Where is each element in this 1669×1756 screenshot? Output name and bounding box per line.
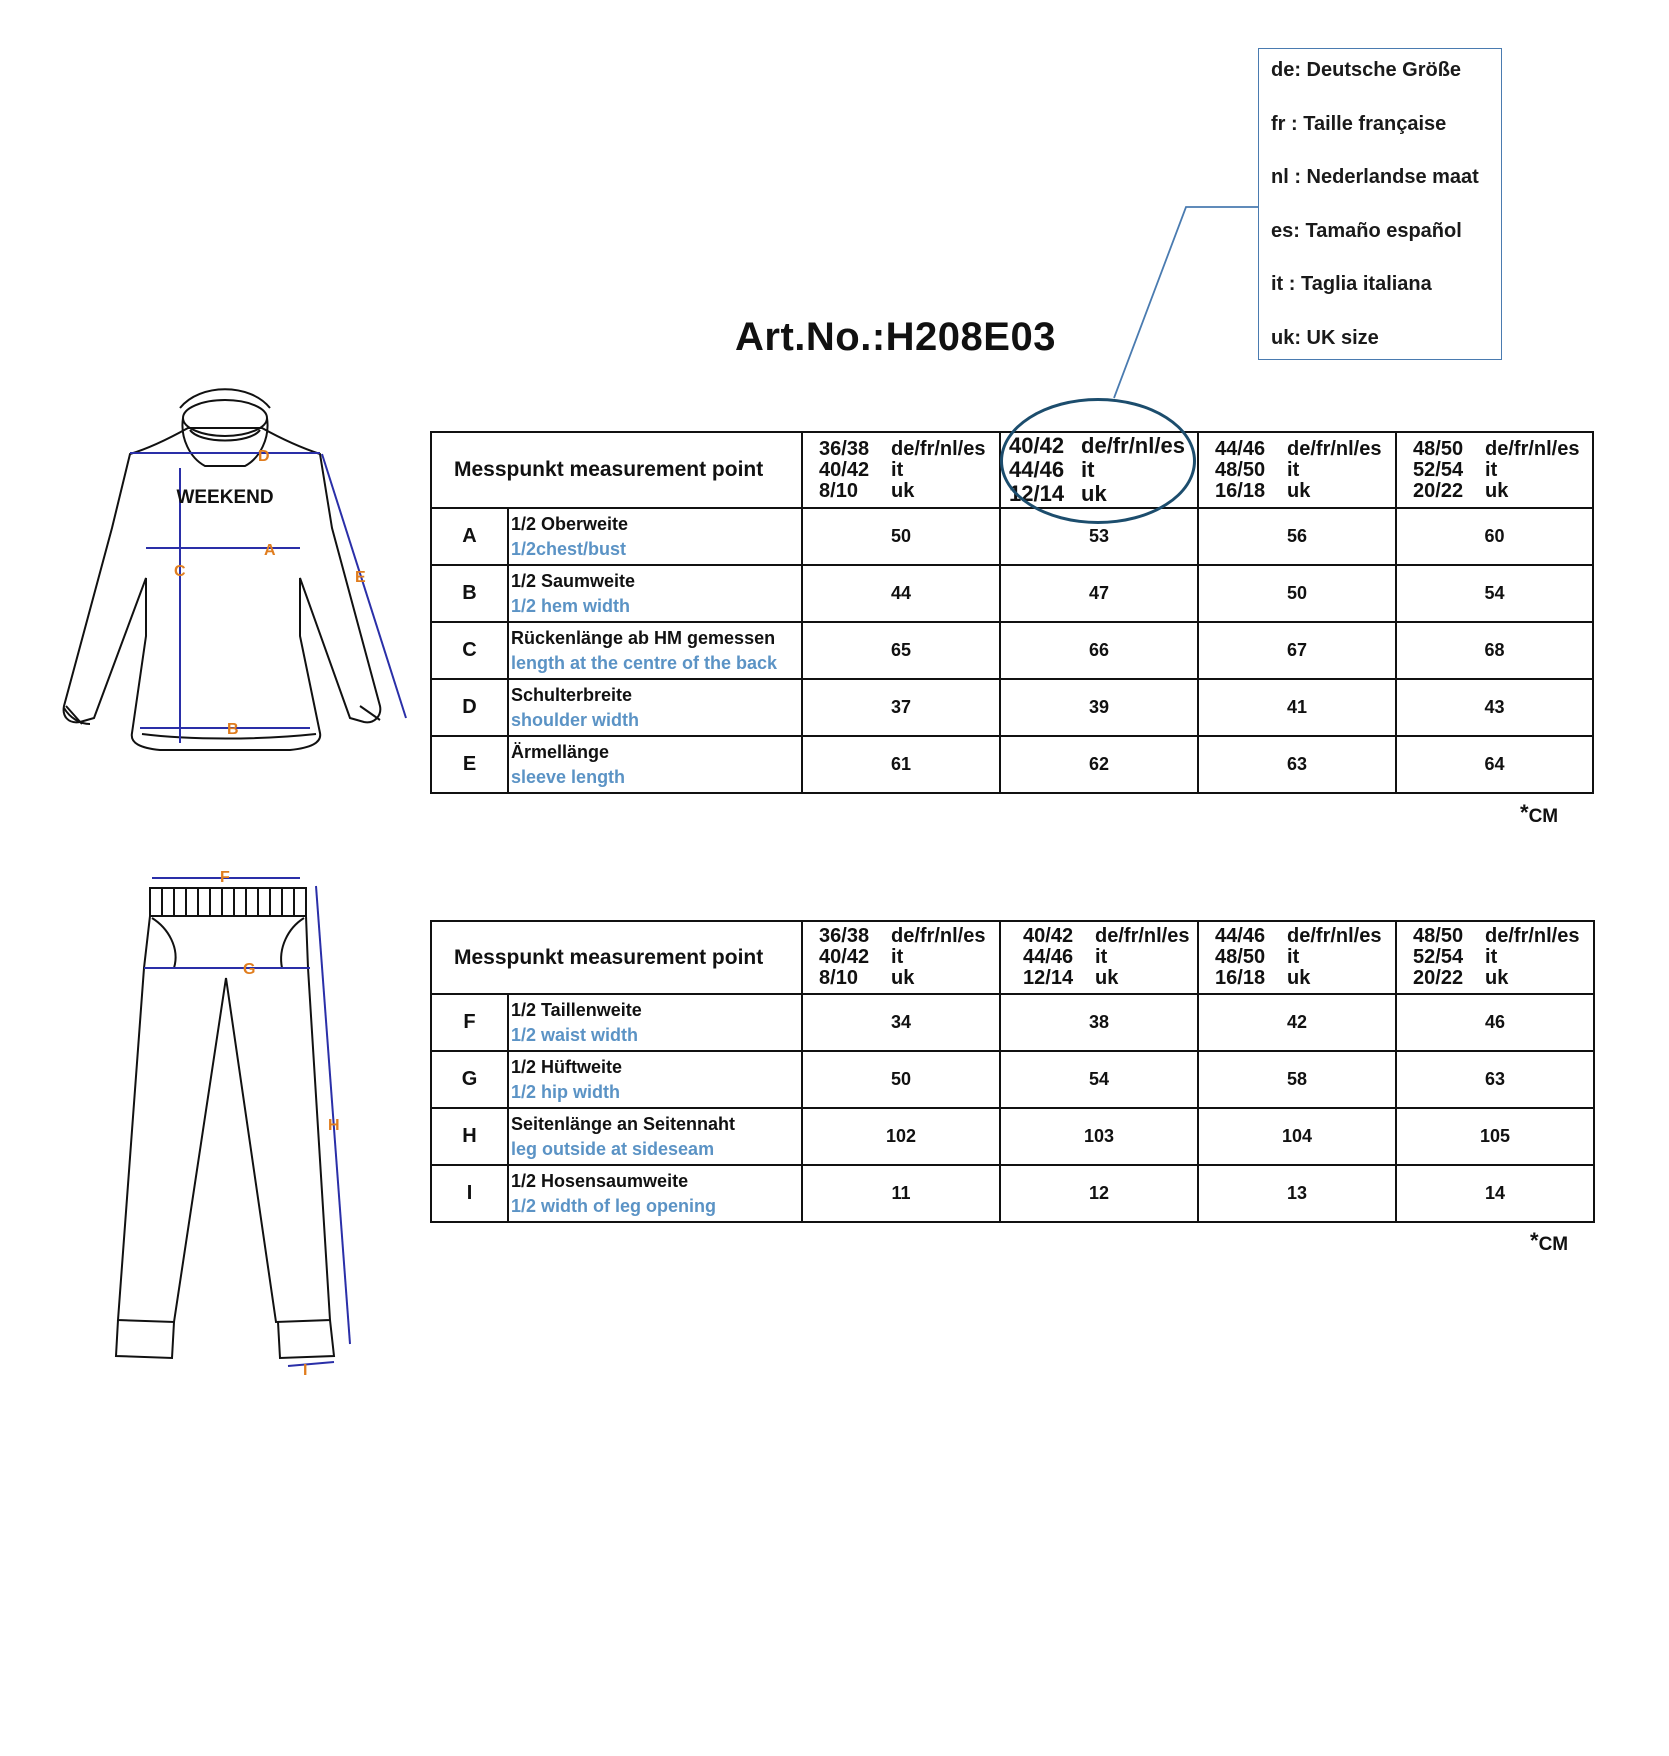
row-description: Rückenlänge ab HM gemessen length at the centre of the back	[508, 622, 802, 679]
legend-item-fr: fr : Taille française	[1271, 112, 1447, 135]
value-cell: 62	[1000, 736, 1198, 793]
row-letter: B	[431, 565, 508, 622]
value-cell: 63	[1198, 736, 1396, 793]
header-measurement-point: Messpunkt measurement point	[431, 432, 802, 508]
table-row	[431, 736, 1593, 793]
value-cell: 41	[1198, 679, 1396, 736]
size-column-header: 48/50 de/fr/nl/es 52/54 it 20/22 uk	[1396, 432, 1593, 508]
pants-illustration	[100, 868, 380, 1388]
value-cell: 104	[1198, 1108, 1396, 1165]
bottom-size-table	[430, 920, 1595, 1223]
table-row	[431, 622, 1593, 679]
size-column-header: 36/38 de/fr/nl/es 40/42 it 8/10 uk	[802, 432, 1000, 508]
legend-item-nl: nl : Nederlandse maat	[1271, 166, 1479, 188]
row-letter: C	[431, 622, 508, 679]
legend-item-es: es: Tamaño español	[1271, 219, 1462, 242]
row-description: Seitenlänge an Seitennaht leg outside at sideseam	[508, 1108, 802, 1165]
value-cell: 102	[802, 1108, 1000, 1165]
row-letter: F	[431, 994, 508, 1051]
value-cell: 56	[1198, 508, 1396, 565]
header-measurement-point: Messpunkt measurement point	[431, 921, 802, 994]
article-number-title: Art.No.:H208E03	[735, 315, 1056, 359]
table-row	[431, 994, 1594, 1051]
value-cell: 47	[1000, 565, 1198, 622]
row-letter: D	[431, 679, 508, 736]
size-column-header: 44/46 de/fr/nl/es 48/50 it 16/18 uk	[1198, 921, 1396, 994]
value-cell: 38	[1000, 994, 1198, 1051]
size-column-header: 36/38 de/fr/nl/es 40/42 it 8/10 uk	[802, 921, 1000, 994]
value-cell: 103	[1000, 1108, 1198, 1165]
point-label-g: G	[243, 961, 256, 978]
table-row	[431, 508, 1593, 565]
value-cell: 46	[1396, 994, 1594, 1051]
row-letter: G	[431, 1051, 508, 1108]
row-letter: I	[431, 1165, 508, 1222]
value-cell: 44	[802, 565, 1000, 622]
size-column-header-highlighted: 40/42 de/fr/nl/es 44/46 it 12/14 uk	[1000, 432, 1198, 508]
value-cell: 50	[1198, 565, 1396, 622]
value-cell: 14	[1396, 1165, 1594, 1222]
value-cell: 13	[1198, 1165, 1396, 1222]
sweater-wordmark: WEEKEND	[176, 487, 274, 508]
table-header-row	[431, 921, 1594, 994]
value-cell: 53	[1000, 508, 1198, 565]
legend-item-uk: uk: UK size	[1271, 326, 1379, 349]
point-label-e: E	[355, 569, 366, 586]
value-cell: 68	[1396, 622, 1593, 679]
value-cell: 63	[1396, 1051, 1594, 1108]
point-label-i: I	[303, 1362, 308, 1379]
legend-item-it: it : Taglia italiana	[1271, 273, 1432, 295]
row-letter: E	[431, 736, 508, 793]
value-cell: 58	[1198, 1051, 1396, 1108]
value-cell: 12	[1000, 1165, 1198, 1222]
point-label-d: D	[258, 448, 270, 465]
size-column-header: 48/50 de/fr/nl/es 52/54 it 20/22 uk	[1396, 921, 1594, 994]
value-cell: 54	[1396, 565, 1593, 622]
row-description: Ärmellänge sleeve length	[508, 736, 802, 793]
value-cell: 34	[802, 994, 1000, 1051]
unit-label-bottom: *CM	[1530, 1228, 1569, 1255]
point-label-b: B	[227, 721, 239, 738]
row-letter: A	[431, 508, 508, 565]
row-description: 1/2 Oberweite 1/2chest/bust	[508, 508, 802, 565]
value-cell: 105	[1396, 1108, 1594, 1165]
value-cell: 66	[1000, 622, 1198, 679]
value-cell: 39	[1000, 679, 1198, 736]
point-label-h: H	[328, 1117, 340, 1134]
value-cell: 67	[1198, 622, 1396, 679]
row-description: Schulterbreite shoulder width	[508, 679, 802, 736]
table-row	[431, 1051, 1594, 1108]
value-cell: 43	[1396, 679, 1593, 736]
row-description: 1/2 Taillenweite 1/2 waist width	[508, 994, 802, 1051]
value-cell: 50	[802, 1051, 1000, 1108]
unit-label-top: *CM	[1520, 800, 1559, 827]
row-description: 1/2 Hosensaumweite 1/2 width of leg opening	[508, 1165, 802, 1222]
top-size-table	[430, 431, 1594, 794]
table-row	[431, 1165, 1594, 1222]
value-cell: 50	[802, 508, 1000, 565]
table-row	[431, 1108, 1594, 1165]
row-description: 1/2 Saumweite 1/2 hem width	[508, 565, 802, 622]
row-letter: H	[431, 1108, 508, 1165]
row-description: 1/2 Hüftweite 1/2 hip width	[508, 1051, 802, 1108]
point-label-f: F	[220, 869, 230, 886]
table-row	[431, 679, 1593, 736]
size-column-header: 40/42 de/fr/nl/es 44/46 it 12/14 uk	[1000, 921, 1198, 994]
sweater-illustration	[30, 388, 410, 758]
point-label-c: C	[174, 563, 186, 580]
value-cell: 65	[802, 622, 1000, 679]
value-cell: 42	[1198, 994, 1396, 1051]
point-label-a: A	[264, 542, 276, 559]
table-header-row	[431, 432, 1593, 508]
value-cell: 60	[1396, 508, 1593, 565]
value-cell: 64	[1396, 736, 1593, 793]
value-cell: 11	[802, 1165, 1000, 1222]
size-column-header: 44/46 de/fr/nl/es 48/50 it 16/18 uk	[1198, 432, 1396, 508]
table-row	[431, 565, 1593, 622]
value-cell: 54	[1000, 1051, 1198, 1108]
value-cell: 37	[802, 679, 1000, 736]
value-cell: 61	[802, 736, 1000, 793]
legend-item-de: de: Deutsche Größe	[1271, 59, 1462, 81]
